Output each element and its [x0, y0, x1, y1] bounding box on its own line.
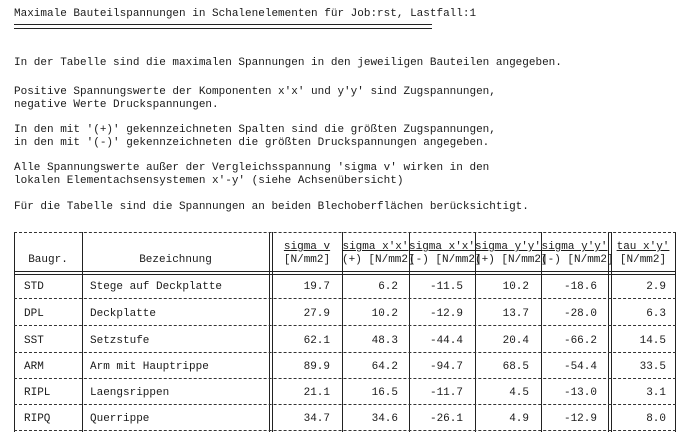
header-sigma-xx-minus: sigma x'x': [409, 241, 476, 253]
paragraph-sign-convention: [14, 86, 496, 112]
header-baugr: Baugr.: [28, 254, 68, 266]
row-rule: [14, 325, 676, 326]
cell-sigma-xx-minus: -11.7: [429, 387, 463, 399]
cell-sigma-v: 19.7: [303, 281, 330, 293]
cell-baugr: DPL: [24, 308, 44, 320]
header-bezeichnung: Bezeichnung: [139, 254, 212, 266]
paragraph-axes: [14, 162, 489, 188]
paragraph-surfaces: [14, 201, 529, 214]
cell-sigma-xx-plus: 10.2: [371, 308, 398, 320]
cell-bezeichnung: Laengsrippen: [90, 387, 170, 399]
cell-sigma-yy-minus: -54.4: [563, 361, 597, 373]
paragraph-line: In der Tabelle sind die maximalen Spannungen in den jeweiligen Bauteilen angegeben.: [14, 57, 562, 69]
header-sigma-xx-plus: sigma x'x': [342, 241, 409, 253]
header-tau-xy: tau x'y': [616, 241, 670, 253]
header-sigma-xx-minus-unit: (-) [N/mm2]: [409, 254, 482, 266]
cell-sigma-xx-plus: 48.3: [371, 335, 398, 347]
header-sigma-yy-minus-unit: (-) [N/mm2]: [541, 254, 614, 266]
title-underline: [14, 24, 432, 29]
cell-sigma-xx-minus: -44.4: [429, 335, 463, 347]
cell-baugr: STD: [24, 281, 44, 293]
cell-sigma-yy-plus: 4.9: [509, 413, 529, 425]
cell-sigma-yy-plus: 13.7: [502, 308, 529, 320]
cell-bezeichnung: Querrippe: [90, 413, 150, 425]
table-bottom-rule: [14, 430, 676, 431]
cell-sigma-xx-plus: 6.2: [378, 281, 398, 293]
header-sigma-yy-minus: sigma y'y': [541, 241, 608, 253]
header-sigma-xx-plus-unit: (+) [N/mm2]: [342, 254, 415, 266]
header-sigma-v-unit: [N/mm2]: [283, 254, 331, 266]
cell-sigma-yy-minus: -28.0: [563, 308, 597, 320]
paragraph-line: lokalen Elementachsensystemen x'-y' (siehe Achsenübersicht): [14, 175, 404, 187]
row-rule: [14, 404, 676, 405]
row-rule: [14, 378, 676, 379]
table-border: [675, 232, 676, 432]
cell-baugr: SST: [24, 335, 44, 347]
paragraph-intro: [14, 57, 562, 70]
cell-sigma-yy-minus: -66.2: [563, 335, 597, 347]
cell-sigma-v: 34.7: [303, 413, 330, 425]
cell-sigma-yy-plus: 10.2: [502, 281, 529, 293]
document-title: Maximale Bauteilspannungen in Schalenelementen für Job:rst, Lastfall:1: [14, 8, 477, 20]
cell-sigma-xx-minus: -11.5: [429, 281, 463, 293]
cell-bezeichnung: Arm mit Hauptrippe: [90, 361, 209, 373]
cell-bezeichnung: Stege auf Deckplatte: [90, 281, 223, 293]
cell-sigma-v: 27.9: [303, 308, 330, 320]
header-tau-xy-unit: [N/mm2]: [619, 254, 667, 266]
cell-sigma-yy-plus: 4.5: [509, 387, 529, 399]
cell-tau-xy: 2.9: [646, 281, 666, 293]
row-rule: [14, 352, 676, 353]
cell-sigma-v: 21.1: [303, 387, 330, 399]
cell-tau-xy: 33.5: [639, 361, 666, 373]
paragraph-line: in den mit '(-)' gekennzeichneten die größten Druckspannungen angegeben.: [14, 137, 490, 149]
cell-sigma-xx-minus: -12.9: [429, 308, 463, 320]
cell-baugr: RIPQ: [24, 413, 51, 425]
paragraph-line: Für die Tabelle sind die Spannungen an beiden Blechoberflächen berücksichtigt.: [14, 201, 529, 213]
cell-sigma-v: 62.1: [303, 335, 330, 347]
cell-sigma-yy-minus: -12.9: [563, 413, 597, 425]
cell-sigma-xx-minus: -94.7: [429, 361, 463, 373]
header-sigma-v: sigma v: [283, 241, 331, 253]
header-sigma-yy-plus: sigma y'y': [475, 241, 542, 253]
paragraph-columns: [14, 124, 496, 150]
cell-tau-xy: 14.5: [639, 335, 666, 347]
cell-tau-xy: 6.3: [646, 308, 666, 320]
row-rule: [14, 298, 676, 299]
header-double-rule: [14, 271, 676, 275]
cell-sigma-yy-minus: -18.6: [563, 281, 597, 293]
cell-sigma-yy-plus: 20.4: [502, 335, 529, 347]
stress-table: [14, 232, 676, 432]
cell-sigma-v: 89.9: [303, 361, 330, 373]
cell-sigma-yy-minus: -13.0: [563, 387, 597, 399]
header-sigma-yy-plus-unit: (+) [N/mm2]: [475, 254, 548, 266]
cell-baugr: RIPL: [24, 387, 51, 399]
cell-baugr: ARM: [24, 361, 44, 373]
cell-bezeichnung: Deckplatte: [90, 308, 157, 320]
paragraph-line: Positive Spannungswerte der Komponenten x'x' und y'y' sind Zugspannungen,: [14, 86, 496, 98]
cell-sigma-xx-minus: -26.1: [429, 413, 463, 425]
cell-bezeichnung: Setzstufe: [90, 335, 150, 347]
cell-sigma-xx-plus: 16.5: [371, 387, 398, 399]
cell-tau-xy: 8.0: [646, 413, 666, 425]
paragraph-line: negative Werte Druckspannungen.: [14, 99, 219, 111]
cell-tau-xy: 3.1: [646, 387, 666, 399]
paragraph-line: Alle Spannungswerte außer der Vergleichsspannung 'sigma v' wirken in den: [14, 162, 490, 174]
table-top-rule: [14, 232, 676, 233]
cell-sigma-xx-plus: 64.2: [371, 361, 398, 373]
cell-sigma-yy-plus: 68.5: [502, 361, 529, 373]
paragraph-line: In den mit '(+)' gekennzeichneten Spalten sind die größten Zugspannungen,: [14, 124, 496, 136]
cell-sigma-xx-plus: 34.6: [371, 413, 398, 425]
